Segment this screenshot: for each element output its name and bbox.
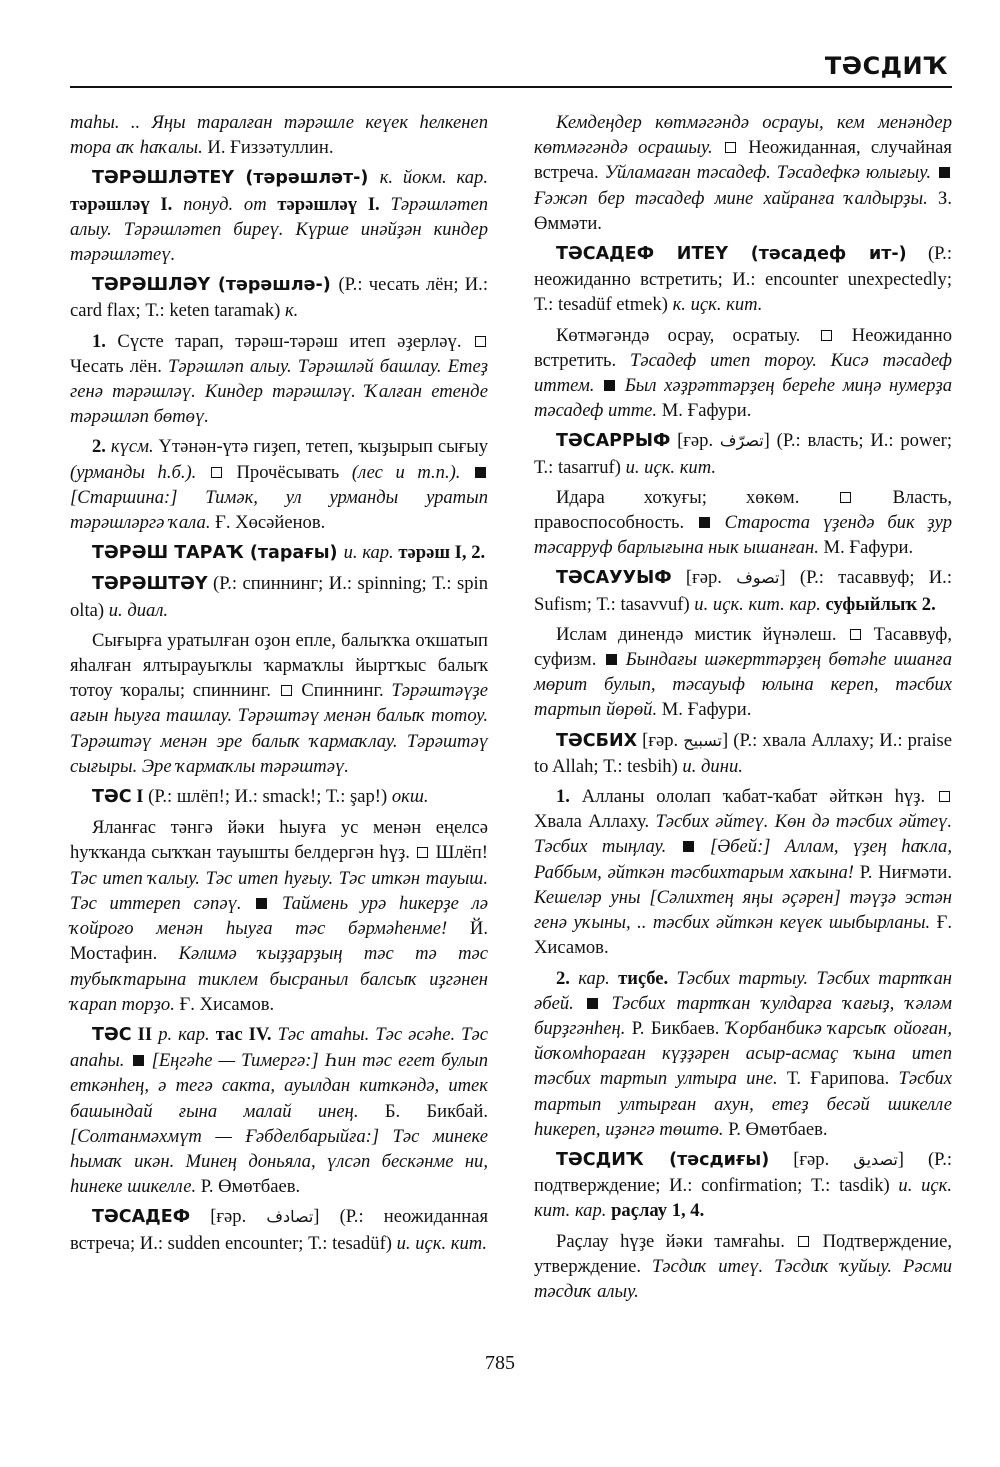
headword: ТӘСБИХ <box>556 730 638 751</box>
definition: Яланғас тәнгә йәки һыуға ус менән еңелсә һуҡҡанда сыҡҡан тауышты белдергән һүҙ. Шлёп! Тәс итеп ҡалыу. Тәс итеп һуғыу. Тәс иткән тауыш. Тәс иттереп сәпәү. Таймень урә һикерҙе лә ҡойроғо менән һыуға тәс бәрмәһенме! Й. Мостафин. Кәлимә ҡыҙҙарҙың тәс тә тәс тубыҡтарына тиклем бысраныл балсыҡ иҙгәнен ҡарап торҙо. Ғ. Хисамов. <box>70 817 488 1015</box>
quotation-marker-icon <box>606 654 617 665</box>
quotation-marker-icon <box>699 517 710 528</box>
headword: ТӘСАРРЫФ <box>556 431 671 452</box>
arabic-etymon: تصديق <box>853 1149 898 1169</box>
quotation-marker-icon <box>256 898 267 909</box>
translation-marker-icon <box>840 492 851 503</box>
quotation-marker-icon <box>475 467 486 478</box>
translation-marker-icon <box>850 629 861 640</box>
translation-marker-icon <box>281 685 292 696</box>
entry-tesauuyf: ТӘСАУУЫФ [ғәр. تصوف] (Р.: тасаввуф; И.: Sufism; Т.: tasavvuf) и. иҫк. кит. кар. суфыйлыҡ 2. <box>534 567 952 615</box>
entry-teraşlateu: ТӘРӘШЛӘТЕҮ (тәрәшләт-) к. йокм. кар. тәрәшләү І. понуд. от тәрәшләү І. Тәрәшләтеп алыу. Тәрәшләтеп биреү. Күрше инәйҙән киндер тәрәшләтеү. <box>70 167 488 266</box>
headword: ТӘРӘШЛӘТЕҮ <box>92 168 235 189</box>
headword: ТӘРӘШ ТАРАҠ <box>92 543 244 564</box>
arabic-etymon: تصوف <box>736 568 780 588</box>
translation-marker-icon <box>725 142 736 153</box>
headword: ТӘРӘШЛӘҮ <box>92 275 211 296</box>
quotation-marker-icon <box>587 998 598 1009</box>
quotation-marker-icon <box>604 380 615 391</box>
sense-1: 1. Алланы ололап ҡабат-ҡабат әйткән һүҙ. Хвала Аллаху. Тәсбих әйтеү. Көн дә тәсбих әйтеү. Тәсбих тыңлау. [Әбей:] Аллам, үҙең һаҡла, Раббым, әйткән тәсбихтарым хаҡына! Р. Ниғмәти. Кешеләр уны [Сәлихтең яңы әҫәрен] тәүҙә эстән генә уҡыны, .. тәсбих әйткән кеүек шыбырланы. Ғ. Хисамов. <box>534 786 953 959</box>
headword: ТӘСАУУЫФ <box>556 568 672 589</box>
translation-marker-icon <box>417 847 428 858</box>
quotation-marker-icon <box>133 1055 144 1066</box>
headword: ТӘС <box>92 787 132 808</box>
definition: Ислам динендә мистик йүнәлеш. Тасаввуф, суфизм. Бындағы шәкерттәрҙең бөтәһе ишанға мөрит булып, тәсауыф юлына кереп, тәсбих тартып йөрөй. М. Ғафури. <box>534 623 953 721</box>
sense-2: 2. кар. тиҫбе. Тәсбих тартыу. Тәсбих тартҡан әбей. Тәсбих тартҡан ҡулдарға ҡағыҙ, ҡәләм бирҙгәнһең. Р. Бикбаев. Ҡорбанбикә ҡарсыҡ ойоған, йоҡомһораған күҙҙәрен асыр-асмаҫ ҡына итеп тәсбих тартып ултыра ине. Т. Ғарипова. Тәсбих тартып ултырған ахун, етеҙ бесәй шикелле һикереп, иҙәнгә төштө. Р. Өмөтбаев. <box>534 967 952 1140</box>
headword: ТӘСАДЕФ ИТЕҮ <box>556 244 729 265</box>
headword: ТӘСДИҠ <box>556 1149 644 1170</box>
right-column <box>534 110 952 1309</box>
definition: Сығырға уратылған оҙон епле, балыҡҡа оҡшатып яһалған ялтырауыҡлы ҡармаҡлы йыртҡыс балыҡ тотоу ҡоралы; спиннинг. Спиннинг. Тәрәштәүҙе ағын һыуға ташлау. Тәрәштәү менән балыҡ тотоу. Тәрәштәү менән эре балыҡ ҡармаҡлау. Тәрәштәү сығыры. Эре ҡармаҡлы тәрәштәү. <box>70 629 489 777</box>
definition: Раҫлау һүҙе йәки тамғаһы. Подтверждение, утверждение. Тәсдиҡ итеү. Тәсдиҡ ҡуйыу. Рәсми тәсдиҡ алыу. <box>534 1230 952 1302</box>
entry-tes-1: ТӘС І (Р.: шлёп!; И.: smack!; Т.: şap!) окш. <box>92 786 429 808</box>
arabic-etymon: تصرّف <box>719 431 764 451</box>
running-head <box>70 52 952 88</box>
quotation-marker-icon <box>939 167 950 178</box>
running-head-word: ТӘСДИҠ <box>824 52 948 80</box>
left-column <box>70 110 488 1261</box>
entry-continuation: таһы. .. Яңы таралған тәрәшле кеүек һелкенеп тора аҡ һаҡалы. И. Ғиззәтуллин. <box>70 112 488 159</box>
entry-terashtau: ТӘРӘШТӘҮ (Р.: спиннинг; И.: spinning; Т.: spin olta) и. диал. <box>70 573 488 621</box>
entry-tesdik: ТӘСДИҠ (тәсдиғы) [ғәр. تصديق] (Р.: подтверждение; И.: confirmation; Т.: tasdik) и. иҫк. кит. кар. раҫлау 1, 4. <box>534 1148 953 1222</box>
entry-tesadef: ТӘСАДЕФ [ғәр. تصادف] (Р.: неожиданная встреча; И.: sudden encounter; Т.: tesadüf) и. иҫк. кит. <box>70 1206 488 1254</box>
translation-marker-icon <box>939 791 950 802</box>
translation-marker-icon <box>475 336 486 347</box>
arabic-etymon: تسبيح <box>683 730 722 750</box>
entry-tesarryf: ТӘСАРРЫФ [ғәр. تصرّف] (Р.: власть; И.: power; Т.: tasarruf) и. иҫк. кит. <box>534 430 952 478</box>
sense-1: 1. Сүсте тарап, тәрәш-тәрәш итеп әҙерләү. Чесать лён. Тәрәшләп алыу. Тәрәшләй башлау. Етеҙ генә тәрәшләү. Киндер тәрәшләү. Ҡалған етенде тәрәшләп бөтөү. <box>70 330 488 428</box>
page-number: 785 <box>485 1352 515 1374</box>
headword: ТӘРӘШТӘҮ <box>92 574 208 595</box>
definition: Идара хоҡуғы; хөкөм. Власть, правоспособность. Староста үҙендә бик ҙур тәсарруф барлығына нык ышанған. М. Ғафури. <box>534 486 953 559</box>
quotation-marker-icon <box>683 841 694 852</box>
translation-marker-icon <box>211 467 222 478</box>
entry-terashlau: ТӘРӘШЛӘҮ (тәрәшлә-) (Р.: чесать лён; И.: card flax; Т.: keten taramak) к. <box>70 274 488 322</box>
entry-tes-2: ТӘС ІІ р. кар. тас IV. Тәс атаһы. Тәс әсәһе. Тәс апаһы. [Еңгәһе — Тимергә:] Һин тәс егет булып еткәнһең, ә тегә сакта, ауылдан киткәндә, итек башындай ғына малай инең. Б. Бикбай. [Солтанмәхмүт — Ғәбделбарыйға:] Тәс минеке һымаҡ икән. Минең доньяла, үлсәп бескәнме ни, һинеке шикелле. Р. Өмөтбаев. <box>70 1023 488 1198</box>
definition: Кемдеңдер көтмәгәндә осрауы, кем менәндер көтмәгәндә осрашыу. Неожиданная, случайная встреча. Уйламаған тәсадеф. Тәсадефкә юлығыу. Ғәжәп бер тәсадеф мине хайранға ҡалдырҙы. З. Өммәти. <box>534 112 952 234</box>
entry-tesadef-iteu: ТӘСАДЕФ ИТЕҮ (тәсадеф ит-) (Р.: неожиданно встретить; И.: encounter unexpectedly; Т.: tesadüf etmek) к. иҫк. кит. <box>534 243 952 316</box>
translation-marker-icon <box>798 1236 809 1247</box>
translation-marker-icon <box>821 330 832 341</box>
headword: ТӘС <box>92 1024 132 1045</box>
entry-tesbih: ТӘСБИХ [ғәр. تسبيح] (Р.: хвала Аллаху; И.: praise to Allah; Т.: tesbih) и. дини. <box>534 729 952 777</box>
entry-terash-tarak: ТӘРӘШ ТАРАҠ (тарағы) и. кар. тәрәш І, 2. <box>92 542 486 564</box>
headword: ТӘСАДЕФ <box>92 1207 191 1228</box>
sense-2: 2. күсм. Үтәнән-үтә гиҙеп, тетеп, ҡыҙырып сығыу (урманды һ.б.). Прочёсывать (лес и т.п.). [Старшина:] Тимәк, ул урманды уратып тәрәшләргә ҡала. Ғ. Хөсәйенов. <box>70 436 488 534</box>
arabic-etymon: تصادف <box>266 1207 314 1227</box>
definition: Көтмәгәндә осрау, осратыу. Неожиданно встретить. Тәсадеф итеп тороу. Кисә тәсадеф иттем. Был хәҙрәттәрҙең береһе миңә нумерҙа тәсадеф итте. М. Ғафури. <box>534 324 953 422</box>
